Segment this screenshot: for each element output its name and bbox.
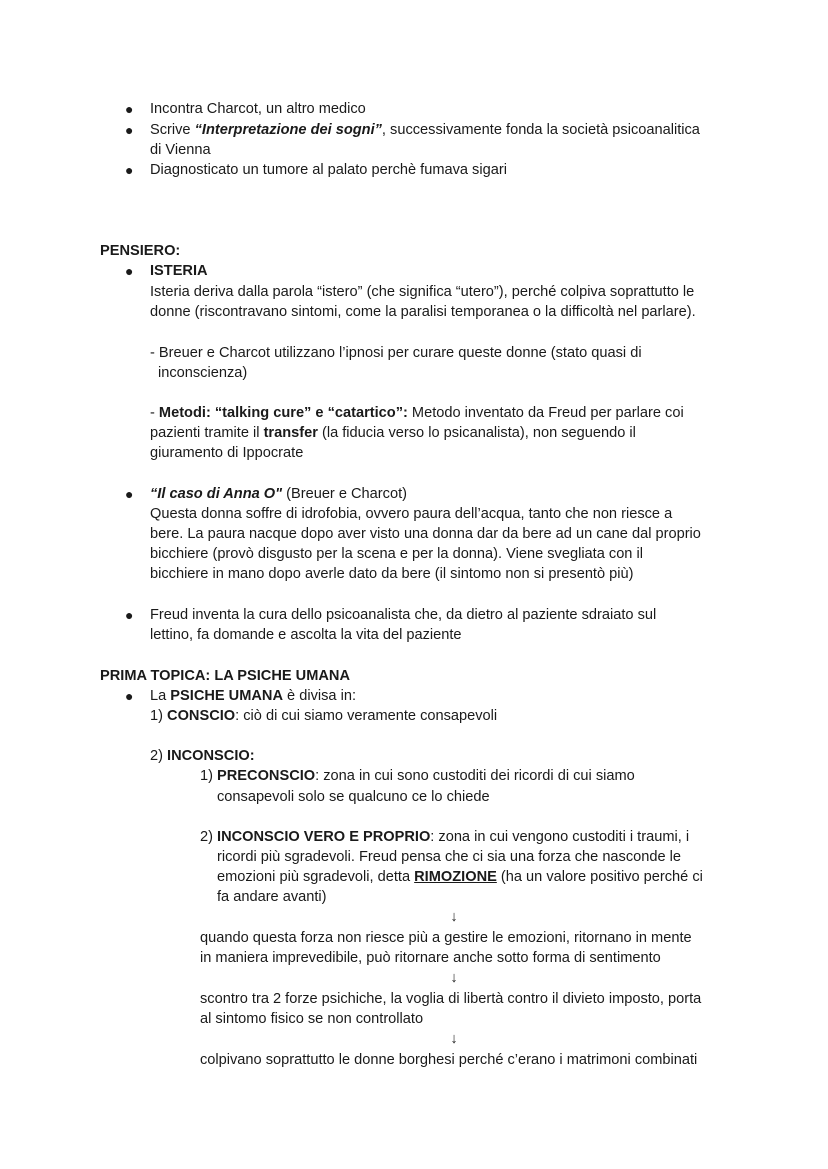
text: 1) <box>200 768 218 784</box>
rimozione-term: RIMOZIONE <box>414 869 497 885</box>
down-arrow-icon: ↓ <box>450 1031 458 1047</box>
anna-text: bicchiere in mano dopo averle dato da bere (il sintomo non si presentò più) <box>150 566 634 582</box>
bullet-icon: ● <box>125 263 134 279</box>
text: è divisa in: <box>283 688 357 704</box>
consequence-text: colpivano soprattutto le donne borghesi perché c’erano i matrimoni combinati <box>200 1052 698 1068</box>
text: : zona in cui sono custoditi dei ricordi di cui siamo <box>315 768 635 784</box>
text: (ha un valore positivo perché ci <box>496 869 703 885</box>
book-title: “Interpretazione dei sogni” <box>194 122 382 138</box>
inconscio-term: INCONSCIO: <box>167 748 255 764</box>
anna-title-line <box>150 484 407 504</box>
anna-title: “Il caso di Anna O" <box>150 486 283 502</box>
anna-text: bere. La paura nacque dopo aver visto una donna dar da bere ad un cane dal proprio <box>150 526 701 542</box>
freud-text: lettino, fa domande e ascolta la vita del paziente <box>150 627 462 643</box>
transfer-term: transfer <box>263 425 318 441</box>
inconscio-item <box>150 746 255 766</box>
bullet-icon: ● <box>125 688 134 704</box>
isteria-text: Isteria deriva dalla parola “istero” (che significa “utero”), perché colpiva soprattutto le <box>150 284 695 300</box>
text: 2) <box>200 829 218 845</box>
inconscio-vero-item <box>200 827 689 847</box>
text: La <box>150 688 171 704</box>
consequence-text: quando questa forza non riesce più a gestire le emozioni, ritornano in mente <box>200 930 692 946</box>
anna-text: bicchiere (provò disgusto per la scena e per la donna). Viene svegliata con il <box>150 546 643 562</box>
intro-bullet-sogni-cont: di Vienna <box>150 142 211 158</box>
consequence-text: al sintomo fisico se non controllato <box>200 1011 424 1027</box>
intro-bullet-tumore: Diagnosticato un tumore al palato perchè fumava sigari <box>150 162 507 178</box>
metodi-label: Metodi: “talking cure” e “catartico”: <box>158 405 408 421</box>
inconscio-vero-text <box>217 867 703 887</box>
down-arrow-icon: ↓ <box>450 970 458 986</box>
preconscio-term: PRECONSCIO <box>217 768 316 784</box>
metodi-text: giuramento di Ippocrate <box>150 445 304 461</box>
text: - <box>150 405 159 421</box>
freud-text: Freud inventa la cura dello psicoanalista che, da dietro al paziente sdraiato sul <box>150 607 657 623</box>
text: Scrive <box>150 122 195 138</box>
section-heading-topica: PRIMA TOPICA: LA PSICHE UMANA <box>100 668 350 684</box>
inconscio-vero-text: fa andare avanti) <box>217 889 327 905</box>
psiche-term: PSICHE UMANA <box>170 688 283 704</box>
preconscio-text: consapevoli solo se qualcuno ce lo chiede <box>217 789 490 805</box>
conscio-term: CONSCIO <box>167 708 236 724</box>
text: (Breuer e Charcot) <box>282 486 407 502</box>
intro-bullet-sogni <box>150 120 700 140</box>
consequence-text: in maniera imprevedibile, può ritornare anche sotto forma di sentimento <box>200 950 661 966</box>
consequence-text: scontro tra 2 forze psichiche, la voglia di libertà contro il divieto imposto, porta <box>200 991 702 1007</box>
text: (la fiducia verso lo psicanalista), non seguendo il <box>317 425 636 441</box>
text: Metodo inventato da Freud per parlare coi <box>407 405 684 421</box>
intro-bullet-charcot: Incontra Charcot, un altro medico <box>150 101 366 117</box>
bullet-icon: ● <box>125 122 134 138</box>
bullet-icon: ● <box>125 101 134 117</box>
bullet-icon: ● <box>125 607 134 623</box>
isteria-text: donne (riscontravano sintomi, come la paralisi temporanea o la difficoltà nel parlare). <box>150 304 696 320</box>
text: 1) <box>150 708 168 724</box>
ipnosi-text: inconscienza) <box>158 365 248 381</box>
isteria-title: ISTERIA <box>150 263 208 279</box>
text: : ciò di cui siamo veramente consapevoli <box>235 708 498 724</box>
ipnosi-text: - Breuer e Charcot utilizzano l’ipnosi per curare queste donne (stato quasi di <box>150 345 642 361</box>
inconscio-vero-term: INCONSCIO VERO E PROPRIO <box>217 829 431 845</box>
metodi-text <box>150 403 684 423</box>
inconscio-vero-text: ricordi più sgradevoli. Freud pensa che ci sia una forza che nasconde le <box>217 849 682 865</box>
text: : zona in cui vengono custoditi i traumi, i <box>430 829 690 845</box>
anna-text: Questa donna soffre di idrofobia, ovvero paura dell’acqua, tanto che non riesce a <box>150 506 673 522</box>
section-heading-pensiero: PENSIERO: <box>100 243 181 259</box>
bullet-icon: ● <box>125 486 134 502</box>
psiche-intro <box>150 686 356 706</box>
text: 2) <box>150 748 168 764</box>
text: pazienti tramite il <box>150 425 264 441</box>
bullet-icon: ● <box>125 162 134 178</box>
metodi-text <box>150 423 636 443</box>
conscio-item <box>150 706 497 726</box>
down-arrow-icon: ↓ <box>450 909 458 925</box>
preconscio-item <box>200 766 635 786</box>
text: , successivamente fonda la società psicoanalitica <box>381 122 700 138</box>
text: emozioni più sgradevoli, detta <box>217 869 415 885</box>
